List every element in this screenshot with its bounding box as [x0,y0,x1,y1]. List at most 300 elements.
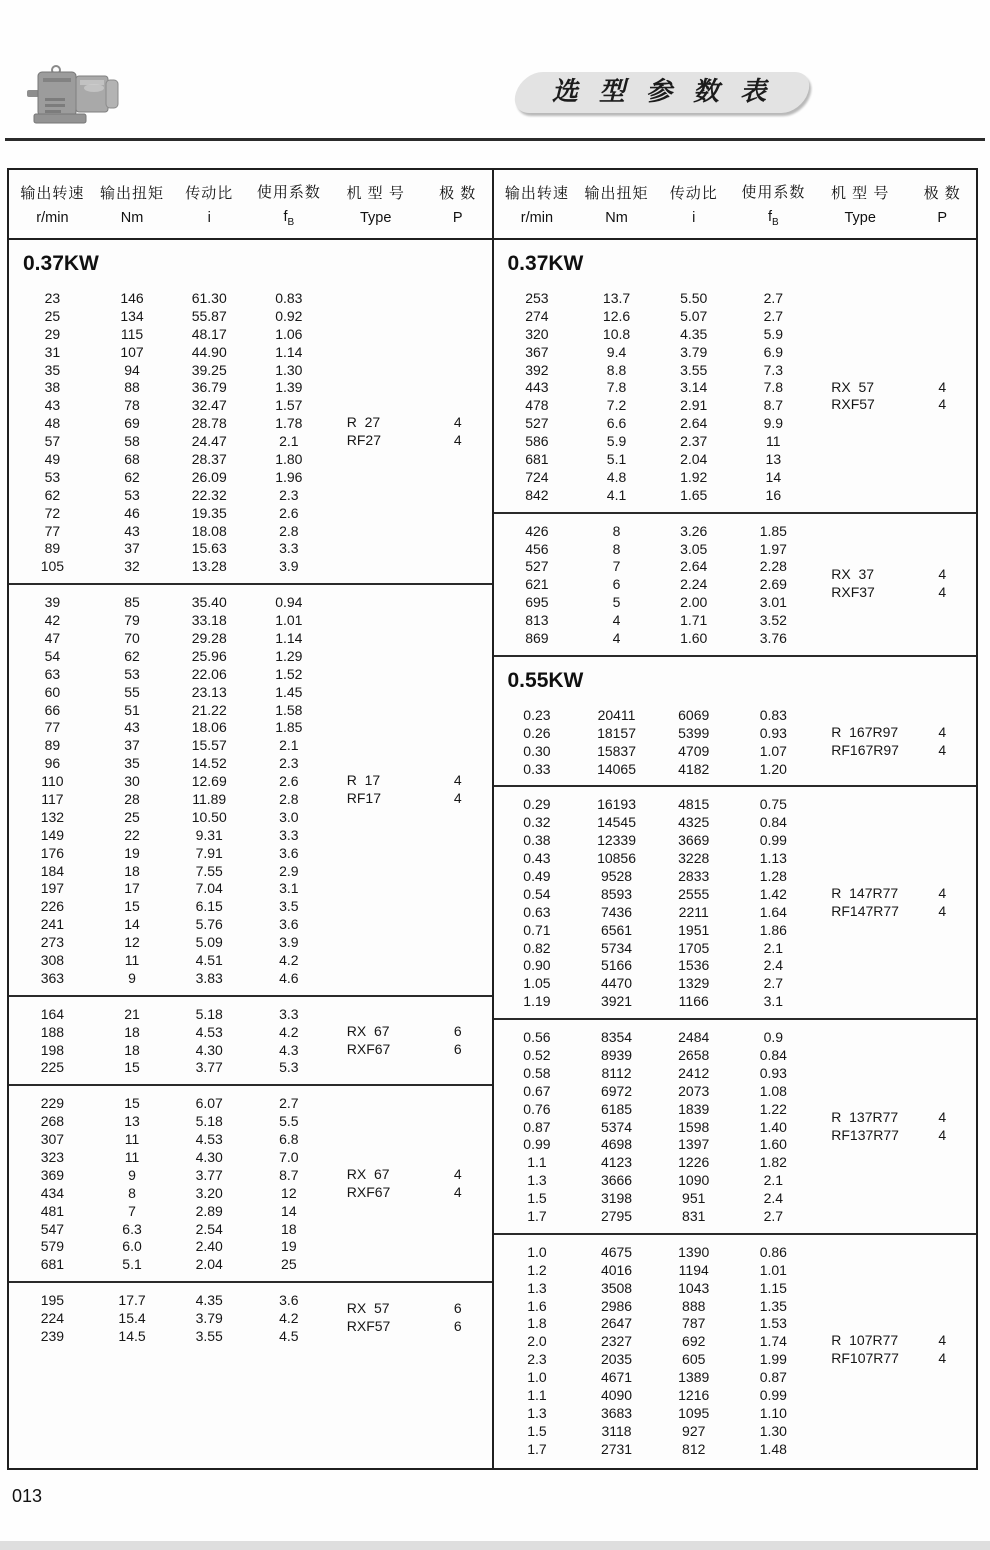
table-cell: 9 [128,969,136,986]
table-cell: 307 [40,1131,65,1148]
table-cell: 3.55 [195,1328,223,1345]
table-cell: 18.08 [191,522,227,539]
table-cell: 6.6 [606,415,627,432]
column-header-unit-subscript: B [287,216,295,228]
table-cell: 7.2 [606,397,627,414]
table-cell: 4 [612,612,621,629]
column-header-label: 使用系数 [256,183,321,201]
table-cell: 2647 [600,1315,633,1332]
table-cell: 0.86 [759,1243,787,1260]
table-cell: 4.35 [195,1292,223,1309]
table-cell: 2.6 [279,773,299,790]
table-cell: 22.32 [191,486,227,503]
table-cell: 105 [40,558,65,575]
table-cell: 6185 [600,1100,633,1117]
gearmotor-photo [26,58,126,130]
type-label: R 27 [346,414,381,431]
table-cell: 481 [40,1202,65,1219]
table-row [9,593,492,611]
table-cell: 2.69 [759,576,787,593]
table-cell: 320 [525,325,549,342]
column-header-label: 极 数 [439,185,477,202]
table-cell: 2.40 [195,1238,223,1255]
table-row [494,361,977,379]
table-cell: 0.58 [523,1064,551,1081]
table-cell: 29.28 [191,629,227,646]
table-cell: 1.13 [759,850,787,867]
column-header-label: 输出扭矩 [584,185,649,202]
table-cell: 1.60 [680,629,708,646]
data-block [494,514,977,657]
table-cell: 195 [40,1292,65,1309]
table-cell: 43 [124,522,140,539]
data-block [9,997,492,1087]
table-cell: 2.04 [680,450,708,467]
table-cell: 35 [124,755,140,772]
table-cell: 888 [682,1297,706,1314]
table-cell: 1.28 [759,867,787,884]
table-cell: 0.84 [759,1047,787,1063]
column-header [327,182,424,226]
table-row [494,1243,977,1261]
table-cell: 2795 [600,1208,633,1225]
table-cell: 1.10 [759,1404,787,1421]
table-cell: 1705 [678,939,710,956]
poles-label: 6 [453,1040,462,1057]
poles-label: 4 [938,378,947,395]
table-cell: 115 [120,325,144,342]
table-row [9,718,492,736]
table-cell: 3666 [600,1172,633,1189]
table-cell: 0.87 [759,1369,787,1386]
table-cell: 2658 [678,1047,710,1063]
table-row [494,867,977,885]
table-cell: 7.55 [195,862,223,879]
type-label: RF147R77 [831,902,899,919]
poles-label: 4 [938,1126,947,1143]
table-cell: 1.7 [527,1440,547,1457]
table-cell: 2986 [600,1297,633,1314]
table-cell: 1.97 [759,540,787,557]
table-cell: 149 [40,826,65,843]
table-cell: 0.94 [275,594,303,611]
table-cell: 2.91 [680,397,708,414]
table-cell: 44.90 [191,343,227,360]
table-cell: 2035 [600,1351,633,1368]
table-cell: 869 [525,629,549,646]
table-cell: 33.18 [191,612,227,629]
table-cell: 2.8 [279,522,299,539]
table-cell: 8354 [600,1029,633,1046]
table-row [494,450,977,468]
table-cell: 5.1 [606,450,627,467]
table-row [9,307,492,325]
table-row [9,504,492,522]
table-cell: 0.87 [523,1118,551,1135]
table-row [494,813,977,831]
table-cell: 0.52 [523,1047,551,1063]
column-header-label: 机 型 号 [831,185,890,202]
table-cell: 1389 [678,1369,710,1386]
table-cell: 16 [765,486,782,503]
table-cell: 13.7 [602,289,631,306]
table-cell: 1.30 [275,361,303,378]
table-cell: 198 [40,1041,65,1058]
table-cell: 5.09 [195,934,223,951]
table-cell: 20411 [597,706,636,723]
table-cell: 5399 [678,724,710,741]
table-cell: 3228 [678,850,710,867]
table-cell: 4815 [678,796,710,813]
table-cell: 1.40 [759,1118,787,1135]
poles-label: 4 [938,1108,947,1125]
table-cell: 3.9 [279,558,299,575]
table-cell: 2833 [678,867,710,884]
column-header-unit: $f_B$ [767,208,779,228]
table-cell: 5.9 [606,433,627,450]
table-cell: 3.6 [279,916,299,933]
column-header-row [9,170,492,240]
table-cell: 29 [44,325,61,342]
table-row [9,557,492,575]
table-cell: 68 [124,450,140,467]
table-cell: 7 [612,558,621,575]
table-cell: 4.35 [680,325,708,342]
table-row [9,844,492,862]
table-row [9,325,492,343]
table-row [494,629,977,647]
poles-label: 4 [938,1350,947,1367]
table-row [9,1130,492,1148]
table-row [494,343,977,361]
table-cell: 1598 [678,1118,710,1135]
table-cell: 60 [44,683,61,700]
table-cell: 4.3 [279,1041,299,1058]
table-row [494,414,977,432]
table-row [494,1064,977,1082]
table-cell: 1.85 [275,719,303,736]
table-cell: 2731 [600,1440,633,1457]
table-cell: 3.01 [759,594,787,611]
table-cell: 3683 [600,1404,633,1421]
table-cell: 3.6 [279,1292,299,1309]
type-label: RF137R77 [831,1126,899,1143]
table-cell: 6069 [678,706,710,723]
column-header-unit: Nm [120,210,144,226]
column-header-label: 传动比 [185,185,234,202]
table-cell: 0.38 [523,832,551,849]
table-cell: 5.76 [195,916,223,933]
table-cell: 9.9 [763,415,784,432]
table-row [494,992,977,1010]
table-cell: 1.60 [759,1136,787,1153]
table-cell: 1095 [678,1404,710,1421]
table-cell: 1.2 [527,1261,547,1278]
type-label: RF167R97 [831,741,899,758]
table-cell: 2.4 [763,957,784,974]
table-cell: 61.30 [191,289,227,306]
table-cell: 12 [281,1184,297,1201]
table-cell: 19 [281,1238,297,1255]
table-cell: 18 [124,1023,140,1040]
table-row [494,1153,977,1171]
type-label: RX 67 [346,1022,390,1039]
data-block [9,1283,492,1353]
table-cell: 1.45 [275,683,303,700]
table-cell: 0.54 [523,885,551,902]
column-header-label: 输出扭矩 [100,185,165,202]
table-cell: 18.06 [191,719,227,736]
column-header [735,181,812,228]
table-cell: 3669 [678,832,710,849]
table-cell: 323 [40,1149,65,1166]
table-cell: 0.63 [523,903,551,920]
poles-label: 4 [453,1183,462,1200]
data-block [494,787,977,1020]
table-row [494,974,977,992]
table-cell: 4.51 [195,952,223,968]
table-cell: 13.28 [191,558,227,575]
table-cell: 3118 [601,1422,632,1439]
table-cell: 11 [124,1131,140,1148]
poles-label: 4 [938,741,947,758]
table-left-half [9,170,492,1468]
table-cell: 1.7 [527,1208,547,1225]
type-label: RXF37 [831,584,875,601]
table-cell: 15.63 [191,540,227,557]
table-cell: 2484 [678,1029,710,1046]
table-cell: 53 [124,486,140,503]
table-cell: 1329 [678,975,710,992]
table-cell: 2.7 [763,1208,784,1225]
table-cell: 117 [41,790,64,807]
table-cell: 7.8 [763,379,784,396]
table-cell: 3.1 [279,880,299,897]
table-cell: 14 [124,916,140,933]
table-cell: 1.01 [759,1261,787,1278]
table-row [494,1386,977,1404]
table-cell: 176 [40,844,65,861]
table-cell: 39.25 [191,361,227,378]
column-header [494,182,581,226]
table-row [494,939,977,957]
table-cell: 9 [128,1166,136,1183]
table-cell: 8593 [600,885,633,902]
table-cell: 19 [124,844,140,861]
column-header-label: 极 数 [923,185,961,202]
table-cell: 23 [44,289,61,306]
table-cell: 37 [124,540,140,557]
column-header [812,182,909,226]
table-cell: 16193 [597,796,636,813]
table-cell: 85 [124,594,140,611]
table-row [494,957,977,975]
type-label: RF17 [346,790,381,807]
table-row [494,1171,977,1189]
table-row [9,450,492,468]
table-row [9,1148,492,1166]
table-row [9,1005,492,1023]
table-row [9,396,492,414]
table-cell: 18157 [597,724,636,741]
table-cell: 2.3 [279,755,299,772]
poles-label: 4 [453,790,462,807]
table-cell: 1.99 [759,1351,787,1368]
table-row [9,522,492,540]
table-cell: 4.2 [279,1023,299,1040]
table-cell: 363 [40,969,65,986]
poles-label: 6 [453,1300,462,1317]
table-cell: 14065 [597,760,636,777]
table-row [494,706,977,724]
table-cell: 1536 [678,957,710,974]
table-cell: 1.82 [759,1154,787,1171]
table-cell: 15 [124,1059,140,1076]
table-cell: 4123 [600,1154,633,1171]
table-cell: 927 [682,1422,706,1439]
table-cell: 443 [525,379,549,396]
table-cell: 55 [124,683,140,700]
table-cell: 0.93 [759,724,787,741]
table-cell: 308 [40,952,65,968]
table-cell: 32 [124,558,140,575]
table-row [9,1238,492,1256]
table-cell: 18 [124,862,140,879]
table-row [9,647,492,665]
table-row [9,611,492,629]
data-block [494,698,977,788]
table-row [9,361,492,379]
table-cell: 3.77 [195,1059,223,1076]
table-row [494,486,977,504]
table-row [494,325,977,343]
type-label: RX 67 [346,1166,390,1182]
table-row [494,795,977,813]
table-cell: 2412 [678,1064,710,1081]
table-cell: 8.8 [606,361,627,378]
table-cell: 77 [44,522,61,539]
poles-label: 4 [453,432,462,449]
table-row [9,468,492,486]
table-cell: 23.13 [191,683,227,700]
table-cell: 787 [682,1315,706,1332]
data-block [494,281,977,514]
table-cell: 0.32 [523,814,551,831]
table-cell: 32.47 [191,397,227,414]
table-cell: 10.50 [191,808,227,825]
table-cell: 273 [40,934,65,951]
poles-label: 4 [453,414,462,431]
table-row [9,539,492,557]
poles-label: 4 [938,1332,947,1349]
table-cell: 1.06 [275,325,303,342]
table-cell: 188 [40,1023,65,1040]
table-cell: 253 [525,289,549,306]
table-cell: 605 [682,1351,706,1368]
column-header-unit: r/min [520,210,554,226]
table-cell: 681 [40,1256,65,1273]
table-cell: 0.29 [523,796,551,813]
table-cell: 28 [124,790,140,807]
table-row [494,1440,977,1458]
table-cell: 4.5 [279,1328,299,1345]
page-title: 选 型 参 数 表 [551,77,773,107]
column-header-unit: P [937,210,948,226]
table-row [494,831,977,849]
table-cell: 3.05 [680,540,708,557]
type-label: R 167R97 [831,723,899,740]
table-row [9,880,492,898]
table-cell: 0.33 [523,760,551,777]
table-cell: 9.4 [606,343,627,360]
table-cell: 1.1 [527,1154,547,1171]
table-cell: 2211 [678,903,709,920]
table-cell: 547 [40,1220,65,1237]
table-cell: 1.5 [527,1190,547,1207]
table-row [494,540,977,558]
table-cell: 132 [40,808,65,825]
table-cell: 695 [525,594,549,611]
table-cell: 19.35 [191,504,227,521]
table-row [494,921,977,939]
poles-label: 6 [453,1022,462,1039]
table-row [9,1059,492,1077]
poles-label: 4 [938,884,947,901]
table-cell: 25 [281,1256,297,1273]
power-section-heading: 0.37KW [23,252,99,275]
table-cell: 0.82 [523,939,551,956]
table-cell: 579 [40,1238,65,1255]
table-cell: 12.6 [602,307,631,324]
table-cell: 9528 [600,867,633,884]
table-cell: 7.3 [763,361,784,378]
table-cell: 1.39 [275,379,303,396]
table-cell: 1.3 [527,1404,547,1421]
table-row [9,1202,492,1220]
table-row [494,468,977,486]
table-cell: 15.4 [118,1310,146,1327]
table-cell: 3.77 [195,1166,223,1183]
table-cell: 8.7 [279,1166,299,1183]
type-label: RX 57 [346,1300,390,1317]
type-label: RXF57 [831,396,875,413]
table-cell: 12339 [597,832,636,849]
table-cell: 11.89 [192,790,227,807]
table-cell: 1.64 [759,903,787,920]
table-cell: 1.22 [759,1100,787,1117]
table-cell: 2.64 [680,415,708,432]
table-cell: 3508 [600,1279,633,1296]
table-row [494,1315,977,1333]
table-cell: 164 [40,1005,65,1022]
table-cell: 15837 [597,742,636,759]
table-cell: 5374 [600,1118,633,1135]
table-cell: 0.99 [523,1136,551,1153]
table-cell: 6.9 [763,343,784,360]
table-cell: 3.76 [759,629,787,646]
table-cell: 1166 [678,993,709,1010]
table-cell: 1.29 [275,647,303,664]
table-cell: 7436 [600,903,633,920]
type-label: RXF57 [346,1318,391,1335]
table-cell: 3.0 [279,808,299,825]
table-cell: 1.71 [680,612,708,629]
table-cell: 1.96 [275,468,303,485]
table-row [9,736,492,754]
table-cell: 4470 [600,975,633,992]
table-cell: 25 [124,808,140,825]
table-cell: 5.1 [122,1256,142,1273]
